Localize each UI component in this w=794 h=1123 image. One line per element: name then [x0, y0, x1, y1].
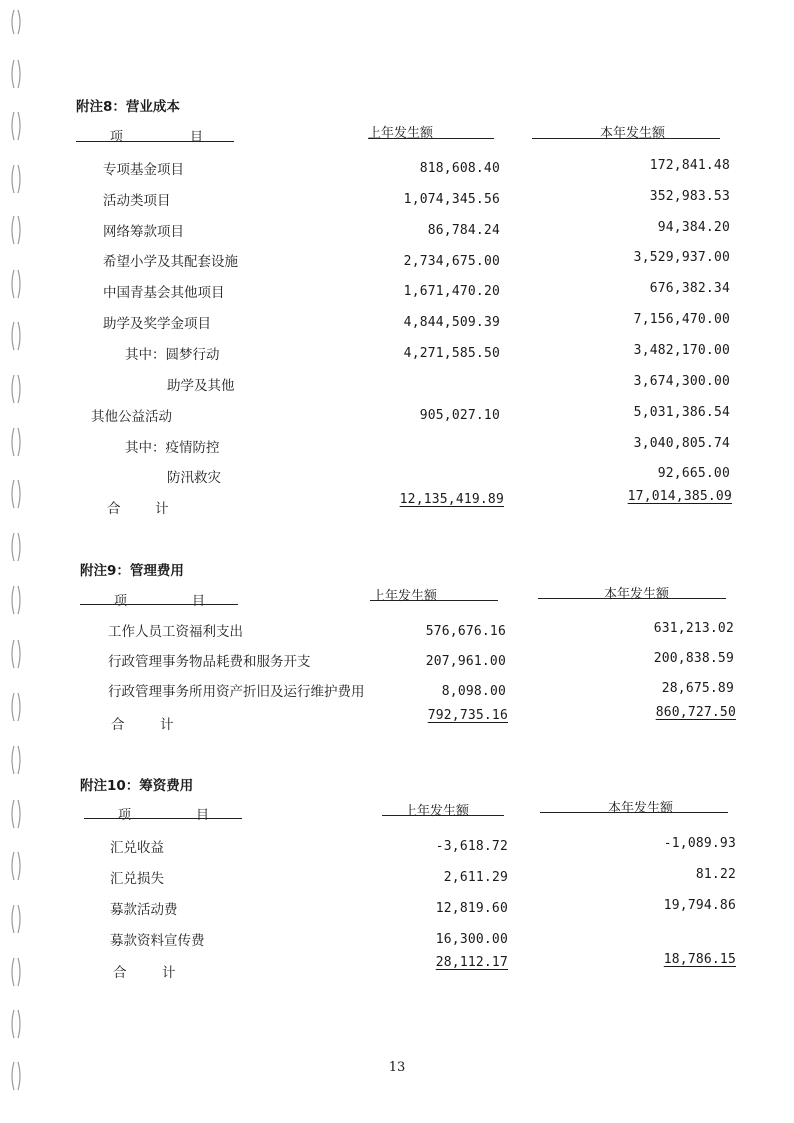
- note9-total-curr: 860,727.50: [655, 705, 736, 720]
- note8-row-curr: 94,384.20: [657, 220, 730, 235]
- note9-col-prev: 上年发生额: [372, 589, 438, 604]
- note10-col-item-2: 目: [196, 808, 210, 823]
- note8-prev-header-line: [368, 138, 494, 139]
- note10-row-prev: 2,611.29: [443, 870, 508, 885]
- note9-row-prev: 576,676.16: [425, 624, 506, 639]
- note10-item-header-line: [84, 818, 242, 819]
- note10-row-prev: 16,300.00: [435, 932, 508, 947]
- note9-prev-header-line: [370, 600, 498, 601]
- note8-row-prev: 4,844,509.39: [403, 315, 500, 330]
- note8-row-prev: 905,027.10: [419, 408, 500, 423]
- note8-row-prev: 818,608.40: [419, 161, 500, 176]
- note9-col-curr: 本年发生额: [604, 587, 670, 602]
- note8-col-item-1: 项: [110, 130, 124, 145]
- note8-row-label: 中国青基会其他项目: [103, 285, 225, 301]
- note9-total-prev: 792,735.16: [427, 708, 508, 723]
- note9-row-curr: 631,213.02: [653, 621, 734, 636]
- note8-row-curr: 3,674,300.00: [633, 374, 730, 389]
- note9-row-curr: 200,838.59: [653, 651, 734, 666]
- note8-row-label: 网络筹款项目: [103, 224, 184, 240]
- note8-row-curr: 172,841.48: [649, 158, 730, 173]
- note8-col-prev: 上年发生额: [368, 126, 434, 141]
- note10-row-curr: -1,089.93: [663, 836, 736, 851]
- note8-row-curr: 3,529,937.00: [633, 250, 730, 265]
- note9-total-label-2: 计: [160, 717, 174, 733]
- note10-total-label-1: 合: [113, 965, 127, 981]
- note10-col-prev: 上年发生额: [404, 804, 470, 819]
- binding-marks: [0, 0, 28, 1123]
- note8-row-curr: 676,382.34: [649, 281, 730, 296]
- note8-row-label: 其中：圆梦行动: [125, 347, 220, 363]
- note9-row-prev: 207,961.00: [425, 654, 506, 669]
- note8-total-label-2: 计: [155, 501, 169, 517]
- note10-total-prev: 28,112.17: [435, 955, 508, 970]
- note10-col-curr: 本年发生额: [608, 801, 674, 816]
- note8-row-label: 活动类项目: [103, 193, 171, 209]
- note8-row-label: 其中：疫情防控: [125, 440, 220, 456]
- note9-row-label: 工作人员工资福利支出: [108, 624, 243, 640]
- page-number: 13: [388, 1060, 406, 1075]
- note9-row-curr: 28,675.89: [661, 681, 734, 696]
- note8-row-curr: 5,031,386.54: [633, 405, 730, 420]
- note8-row-curr: 352,983.53: [649, 189, 730, 204]
- note8-row-label: 专项基金项目: [103, 162, 184, 178]
- note8-row-curr: 3,040,805.74: [633, 436, 730, 451]
- note8-row-curr: 3,482,170.00: [633, 343, 730, 358]
- note10-row-prev: -3,618.72: [435, 839, 508, 854]
- note8-item-header-line: [76, 141, 234, 142]
- note8-row-label: 助学及其他: [167, 378, 235, 394]
- note10-curr-header-line: [540, 812, 728, 813]
- note10-row-label: 汇兑收益: [110, 840, 164, 856]
- note8-total-label-1: 合: [107, 501, 121, 517]
- note10-row-curr: 19,794.86: [663, 898, 736, 913]
- note8-col-curr: 本年发生额: [600, 126, 666, 141]
- note10-row-label: 募款资料宣传费: [110, 933, 205, 949]
- note9-row-label: 行政管理事务所用资产折旧及运行维护费用: [108, 684, 365, 700]
- note8-row-curr: 92,665.00: [657, 466, 730, 481]
- note9-curr-header-line: [538, 598, 726, 599]
- note8-col-item-2: 目: [190, 130, 204, 145]
- note9-row-label: 行政管理事务物品耗费和服务开支: [108, 654, 311, 670]
- note10-row-label: 募款活动费: [110, 902, 178, 918]
- note9-row-prev: 8,098.00: [441, 684, 506, 699]
- note8-row-label: 其他公益活动: [91, 409, 172, 425]
- note8-total-curr: 17,014,385.09: [627, 489, 732, 504]
- note9-title: 附注9：管理费用: [80, 563, 184, 579]
- note8-total-prev: 12,135,419.89: [399, 492, 504, 507]
- note9-col-item-2: 目: [192, 594, 206, 609]
- note8-row-label: 希望小学及其配套设施: [103, 254, 238, 270]
- note9-col-item-1: 项: [114, 594, 128, 609]
- note8-row-curr: 7,156,470.00: [633, 312, 730, 327]
- note10-row-curr: 81.22: [695, 867, 736, 882]
- note10-row-label: 汇兑损失: [110, 871, 164, 887]
- note9-total-label-1: 合: [111, 717, 125, 733]
- note10-prev-header-line: [382, 815, 504, 816]
- note8-row-prev: 1,074,345.56: [403, 192, 500, 207]
- note10-total-label-2: 计: [162, 965, 176, 981]
- note10-row-prev: 12,819.60: [435, 901, 508, 916]
- note8-curr-header-line: [532, 138, 720, 139]
- note8-row-prev: 2,734,675.00: [403, 254, 500, 269]
- note8-row-prev: 1,671,470.20: [403, 284, 500, 299]
- note8-row-label: 助学及奖学金项目: [103, 316, 211, 332]
- note8-title: 附注8：营业成本: [76, 99, 180, 115]
- note10-title: 附注10：筹资费用: [80, 778, 194, 794]
- note8-row-label: 防汛救灾: [167, 470, 221, 486]
- note9-item-header-line: [80, 604, 238, 605]
- note8-row-prev: 4,271,585.50: [403, 346, 500, 361]
- note10-total-curr: 18,786.15: [663, 952, 736, 967]
- note10-col-item-1: 项: [118, 808, 132, 823]
- note8-row-prev: 86,784.24: [427, 223, 500, 238]
